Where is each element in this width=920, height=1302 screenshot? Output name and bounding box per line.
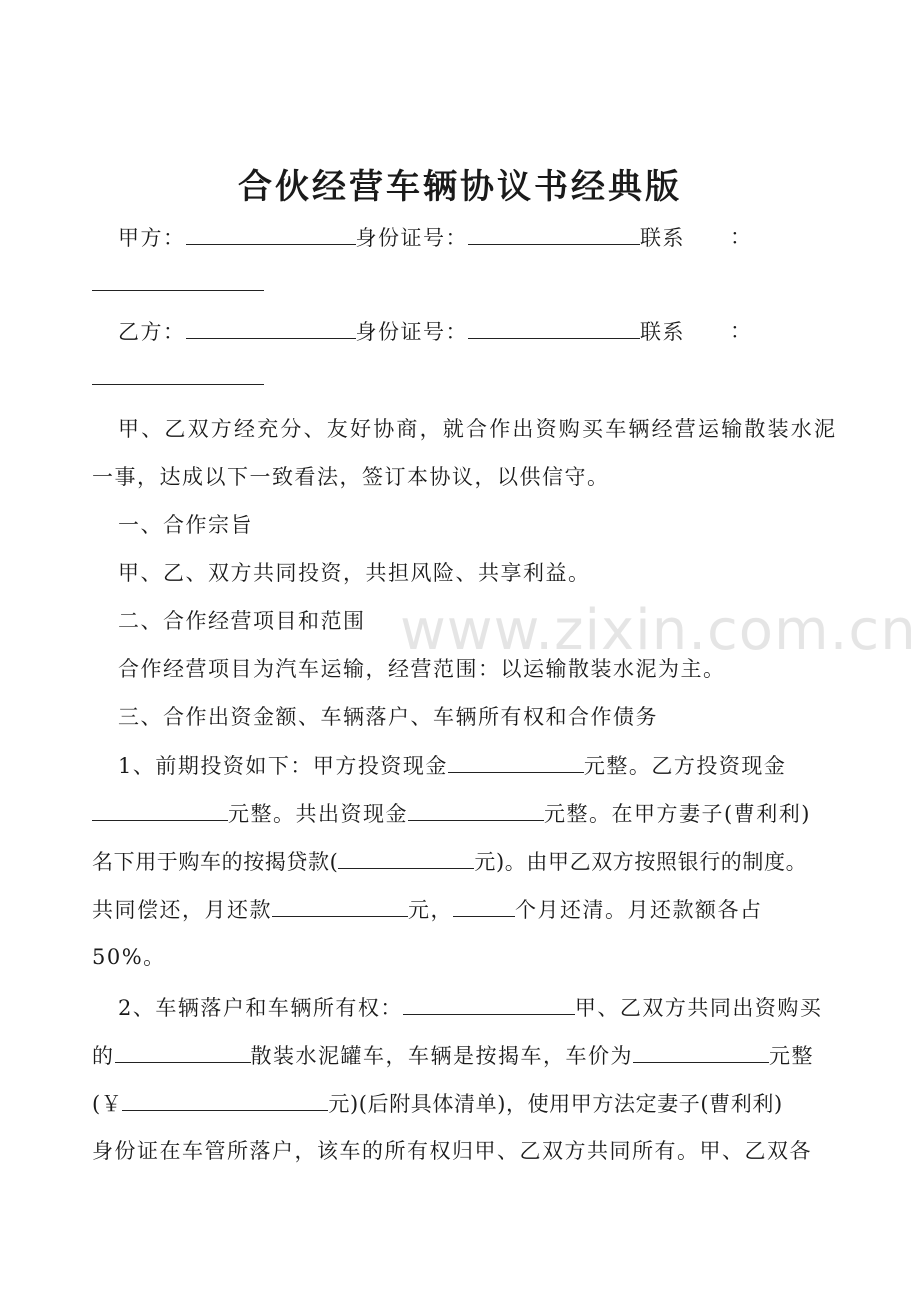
party-a-contact-label: 联系: [640, 226, 685, 250]
vehicle-registration-blank: [403, 992, 575, 1015]
section-1-body: 甲、乙、双方共同投资，共担风险、共享利益。: [118, 561, 591, 585]
paragraph-1-line-4: [92, 894, 763, 925]
party-a-name-blank: [186, 222, 356, 245]
paragraph-1-text-i: 个月还清。月还款额各占: [515, 898, 763, 922]
party-a-colon: ：: [730, 225, 753, 249]
party-b-colon: ：: [730, 319, 753, 343]
paragraph-1-line-3: [92, 846, 807, 877]
paragraph-1-text-b: 元整。乙方投资现金: [583, 754, 787, 778]
monthly-payment-blank: [272, 894, 408, 917]
party-a-contact-blank: [92, 268, 264, 291]
paragraph-2-text-e: 元整: [769, 1044, 814, 1068]
party-a-contact-line: [92, 268, 264, 299]
paragraph-2-text-g: 元)(后附具体清单)，使用甲方法定妻子(曹利利): [328, 1092, 783, 1116]
vehicle-price-blank: [633, 1040, 769, 1063]
paragraph-1-text-g: 共同偿还，月还款: [92, 898, 272, 922]
paragraph-2-text-a: 2、车辆落户和车辆所有权：: [118, 996, 403, 1020]
party-b-label: 乙方：: [118, 320, 186, 344]
document-title: 合伙经营车辆协议书经典版: [238, 167, 682, 207]
party-b-contact-blank: [92, 362, 264, 385]
total-investment-blank: [408, 798, 544, 821]
party-b-contact-label: 联系: [640, 320, 685, 344]
paragraph-2-text-f: (￥: [92, 1092, 123, 1116]
party-b-id-blank: [468, 316, 640, 339]
paragraph-2-line-2: [92, 1040, 814, 1071]
party-a-id-label: 身份证号：: [355, 226, 468, 250]
paragraph-1-text-f: 元)。由甲乙双方按照银行的制度。: [474, 850, 808, 874]
section-2-body: 合作经营项目为汽车运输，经营范围：以运输散装水泥为主。: [118, 657, 726, 681]
section-3-heading: 三、合作出资金额、车辆落户、车辆所有权和合作债务: [118, 705, 658, 729]
section-1-heading: 一、合作宗旨: [118, 513, 253, 537]
paragraph-2-text-b: 甲、乙双方共同出资购买: [574, 996, 823, 1020]
vehicle-price-numeric-blank: [122, 1088, 328, 1111]
loan-amount-blank: [338, 846, 474, 869]
party-a-line: [118, 222, 685, 253]
paragraph-1-text-c: 元整。共出资现金: [228, 802, 408, 826]
paragraph-2-line-3: [92, 1088, 783, 1119]
paragraph-2-text-d: 散装水泥罐车，车辆是按揭车，车价为: [250, 1044, 633, 1068]
paragraph-2-line-4: 身份证在车管所落户，该车的所有权归甲、乙双方共同所有。甲、乙双各: [92, 1139, 812, 1163]
months-blank: [453, 894, 515, 917]
party-a-id-blank: [468, 222, 640, 245]
party-b-contact-line: [92, 362, 264, 393]
paragraph-1-text-a: 1、前期投资如下：甲方投资现金: [118, 754, 448, 778]
party-b-line: [118, 316, 685, 347]
intro-line-1: 甲、乙双方经充分、友好协商，就合作出资购买车辆经营运输散装水泥: [118, 417, 838, 441]
paragraph-2-line-1: [118, 992, 822, 1023]
section-2-heading: 二、合作经营项目和范围: [118, 609, 366, 633]
paragraph-1-line-5: 50%。: [92, 945, 166, 969]
vehicle-model-blank: [115, 1040, 251, 1063]
paragraph-2-text-c: 的: [92, 1044, 115, 1068]
paragraph-1-line-2: [92, 798, 811, 829]
paragraph-1-line-1: [118, 750, 786, 781]
watermark: www.zixin.com.cn: [400, 598, 917, 663]
paragraph-1-text-e: 名下用于购车的按揭贷款(: [92, 850, 339, 874]
party-a-label: 甲方：: [118, 226, 186, 250]
intro-line-2: 一事，达成以下一致看法，签订本协议，以供信守。: [92, 465, 610, 489]
paragraph-1-text-h: 元，: [408, 898, 453, 922]
party-b-investment-blank: [92, 798, 228, 821]
party-b-id-label: 身份证号：: [355, 320, 468, 344]
party-a-investment-blank: [448, 750, 584, 773]
party-b-name-blank: [186, 316, 356, 339]
paragraph-1-text-d: 元整。在甲方妻子(曹利利): [544, 802, 811, 826]
